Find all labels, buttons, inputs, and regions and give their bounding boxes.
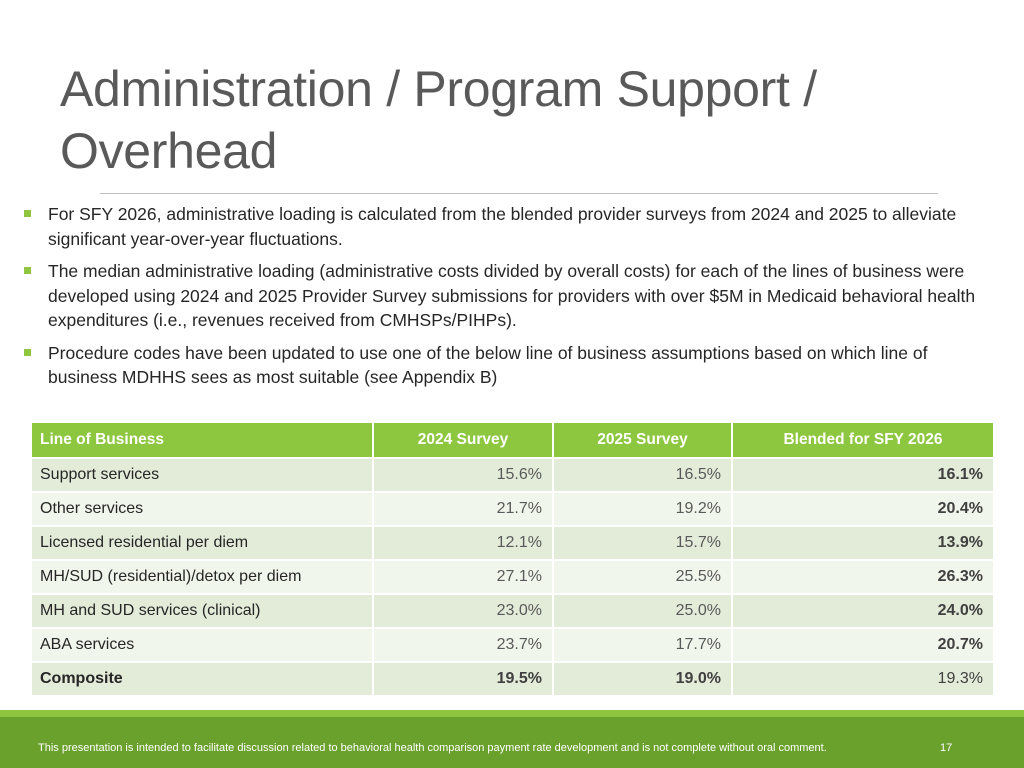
cell-blended: 20.4% xyxy=(732,492,994,526)
square-bullet-icon xyxy=(24,267,31,274)
bullet-text: The median administrative loading (administrative costs divided by overall costs) for each of the lines of business were developed using 2024 and 2025 Provider Survey submissions for providers with over $5M in Medicaid behavioral health expenditures (i.e., revenues received from CMHSPs/PIHPs). xyxy=(48,261,976,330)
table-row xyxy=(32,594,994,628)
table-row xyxy=(32,628,994,662)
footer-disclaimer: This presentation is intended to facilitate discussion related to behavioral health comparison payment rate development and is not complete without oral comment. xyxy=(38,742,827,754)
cell-2025: 25.5% xyxy=(553,560,732,594)
page-number: 17 xyxy=(940,742,953,754)
cell-2025: 15.7% xyxy=(553,526,732,560)
cell-line-of-business: MH/SUD (residential)/detox per diem xyxy=(32,560,373,594)
header-line-of-business: Line of Business xyxy=(32,423,373,458)
bullet-list xyxy=(24,202,984,398)
cell-2024: 15.6% xyxy=(373,458,553,492)
square-bullet-icon xyxy=(24,210,31,217)
cell-blended: 20.7% xyxy=(732,628,994,662)
cell-line-of-business: Licensed residential per diem xyxy=(32,526,373,560)
cell-2024: 27.1% xyxy=(373,560,553,594)
cell-line-of-business: Other services xyxy=(32,492,373,526)
cell-2025: 19.0% xyxy=(553,662,732,696)
slide-title: Administration / Program Support / Overhead xyxy=(60,61,817,179)
table-row xyxy=(32,492,994,526)
square-bullet-icon xyxy=(24,349,31,356)
cell-2025: 16.5% xyxy=(553,458,732,492)
cell-line-of-business: ABA services xyxy=(32,628,373,662)
footer-accent-bar xyxy=(0,710,1024,717)
cell-line-of-business: Support services xyxy=(32,458,373,492)
cell-2024: 12.1% xyxy=(373,526,553,560)
cell-2025: 17.7% xyxy=(553,628,732,662)
bullet-item xyxy=(24,259,984,333)
cell-blended: 24.0% xyxy=(732,594,994,628)
header-blended-sfy-2026: Blended for SFY 2026 xyxy=(732,423,994,458)
cell-line-of-business: Composite xyxy=(32,662,373,696)
cell-2025: 19.2% xyxy=(553,492,732,526)
table-row-composite xyxy=(32,662,994,696)
cell-blended: 13.9% xyxy=(732,526,994,560)
cell-2024: 21.7% xyxy=(373,492,553,526)
cell-2025: 25.0% xyxy=(553,594,732,628)
line-of-business-table xyxy=(32,423,995,697)
bullet-item xyxy=(24,341,984,390)
table-row xyxy=(32,458,994,492)
bullet-text: For SFY 2026, administrative loading is calculated from the blended provider surveys from 2024 and 2025 to alleviate significant year-over-year fluctuations. xyxy=(48,204,957,249)
cell-2024: 23.0% xyxy=(373,594,553,628)
table-row xyxy=(32,560,994,594)
cell-blended: 19.3% xyxy=(732,662,994,696)
cell-2024: 19.5% xyxy=(373,662,553,696)
cell-line-of-business: MH and SUD services (clinical) xyxy=(32,594,373,628)
table-header-row xyxy=(32,423,994,458)
header-2024-survey: 2024 Survey xyxy=(373,423,553,458)
title-divider xyxy=(100,193,938,194)
bullet-item xyxy=(24,202,984,251)
cell-2024: 23.7% xyxy=(373,628,553,662)
bullet-text: Procedure codes have been updated to use one of the below line of business assumptions based on which line of business MDHHS sees as most suitable (see Appendix B) xyxy=(48,342,928,387)
cell-blended: 16.1% xyxy=(732,458,994,492)
cell-blended: 26.3% xyxy=(732,560,994,594)
table-row xyxy=(32,526,994,560)
header-2025-survey: 2025 Survey xyxy=(553,423,732,458)
